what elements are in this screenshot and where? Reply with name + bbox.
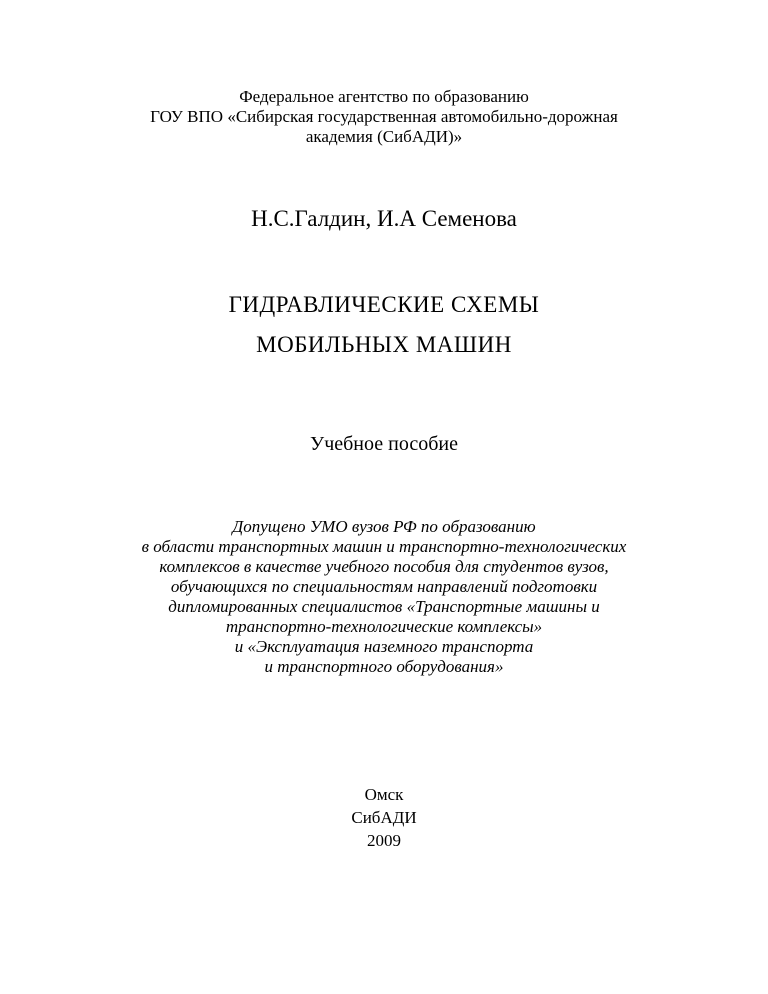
approval-line: комплексов в качестве учебного пособия для студентов вузов, bbox=[159, 557, 609, 576]
approval-line: и транспортного оборудования» bbox=[264, 657, 504, 676]
publisher-line-agency: Федеральное агентство по образованию bbox=[239, 87, 529, 106]
book-title bbox=[0, 285, 768, 365]
approval-line: дипломированных специалистов «Транспортные машины и bbox=[168, 597, 600, 616]
approval-line: обучающихся по специальностям направлений подготовки bbox=[170, 577, 598, 596]
book-title-line-2: МОБИЛЬНЫХ МАШИН bbox=[256, 332, 512, 357]
imprint bbox=[0, 783, 768, 852]
approval-line: и «Эксплуатация наземного транспорта bbox=[234, 637, 534, 656]
book-title-line-1: ГИДРАВЛИЧЕСКИЕ СХЕМЫ bbox=[228, 292, 540, 317]
imprint-publisher: СибАДИ bbox=[351, 808, 417, 827]
publisher-line-institution: ГОУ ВПО «Сибирская государственная автомобильно-дорожная bbox=[150, 107, 618, 126]
approval-line: в области транспортных машин и транспортно-технологических bbox=[141, 537, 627, 556]
approval-line: транспортно-технологические комплексы» bbox=[225, 617, 543, 636]
book-subtitle: Учебное пособие bbox=[310, 433, 458, 455]
approval-statement bbox=[0, 517, 768, 677]
imprint-year: 2009 bbox=[367, 831, 401, 850]
publisher-block bbox=[0, 87, 768, 147]
publisher-line-academy: академия (СибАДИ)» bbox=[305, 127, 463, 146]
authors: Н.С.Галдин, И.А Семенова bbox=[251, 206, 517, 231]
approval-line: Допущено УМО вузов РФ по образованию bbox=[232, 517, 536, 536]
imprint-city: Омск bbox=[364, 785, 404, 804]
